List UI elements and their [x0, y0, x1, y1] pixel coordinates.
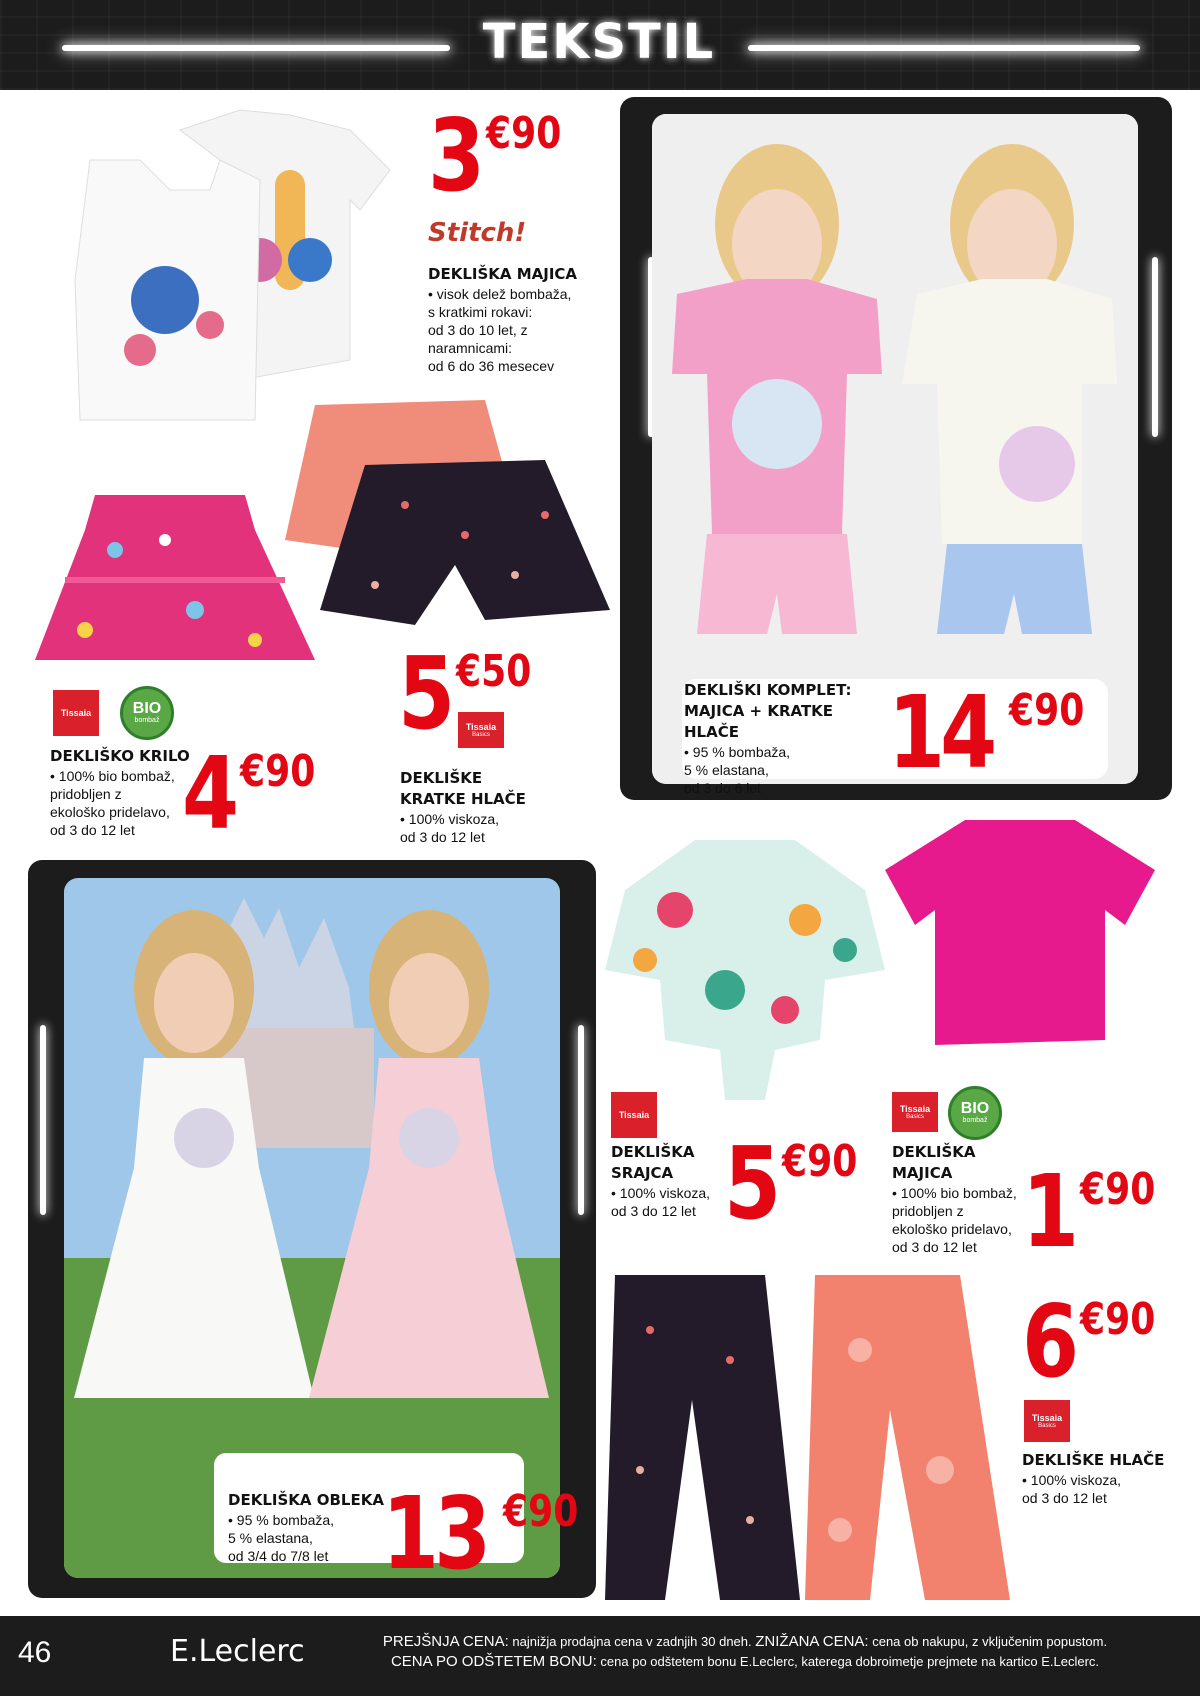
product-desc-2: 5 % elastana, [228, 1530, 313, 1546]
tissaia-basics-logo: Tissaia Basics [892, 1092, 938, 1132]
product-name-2: SRAJCA [611, 1164, 674, 1182]
product-info-srajca [611, 1142, 731, 1220]
product-desc-4: od 3 do 12 let [892, 1239, 977, 1255]
bio-cotton-badge: BIO bombaž [948, 1086, 1002, 1140]
product-desc-2: od 3 do 12 let [400, 829, 485, 845]
price-kratke-hlace: 5 €50 [398, 635, 531, 752]
page-header [0, 0, 1200, 90]
product-desc-4: naramnicami: [428, 340, 513, 356]
product-desc-4: od 3 do 12 let [50, 822, 135, 838]
product-desc-2: s kratkimi rokavi: [428, 304, 533, 320]
product-desc-3: ekološko pridelavo, [50, 804, 170, 820]
product-name-2: KRATKE HLAČE [400, 790, 526, 808]
bio-cotton-badge: BIO bombaž [120, 686, 174, 740]
panel-obleka [28, 860, 596, 1598]
tissaia-logo: Tissaia [53, 690, 99, 736]
legal-text-3: cena po odštetem bonu E.Leclerc, katerega dobroimetje prejmete na kartico E.Leclerc. [596, 1654, 1100, 1669]
product-image-shorts [285, 395, 610, 650]
price-obleka: 13 €90 [382, 1475, 579, 1592]
price-komplet: 14 €90 [888, 674, 1085, 791]
product-info-komplet [684, 680, 884, 797]
neon-line-left [62, 45, 450, 51]
neon-line-vertical [1152, 257, 1158, 437]
price-majica-stitch: 3 €90 [428, 97, 561, 214]
product-desc-1: • 95 % bombaža, [684, 744, 791, 760]
product-image-skirt [25, 490, 325, 670]
legal-label-2: ZNIŽANA CENA: [755, 1633, 869, 1650]
legal-text-2: cena ob nakupu, z vključenim popustom. [868, 1634, 1108, 1649]
product-name-1: DEKLIŠKE [400, 769, 483, 787]
tissaia-basics-logo: Tissaia Basics [458, 712, 504, 748]
page-footer [0, 1616, 1200, 1696]
product-desc-2: pridobljen z [892, 1203, 964, 1219]
product-info-obleka [228, 1490, 408, 1565]
stitch-logo: Stitch! [428, 218, 527, 248]
product-desc-3: ekološko pridelavo, [892, 1221, 1012, 1237]
legal-text-1: najnižja prodajna cena v zadnjih 30 dneh. [508, 1634, 756, 1649]
product-name-2: MAJICA [892, 1164, 953, 1182]
photo-obleka [64, 878, 560, 1578]
product-desc-3: od 3 do 6 let [684, 780, 762, 796]
price-hlace: 6 €90 [1022, 1283, 1155, 1400]
tissaia-logo: Tissaia [611, 1092, 657, 1138]
product-desc-1: • visok delež bombaža, [428, 286, 572, 302]
product-desc-1: • 100% bio bombaž, [892, 1185, 1017, 1201]
product-desc-2: pridobljen z [50, 786, 122, 802]
tissaia-basics-logo: Tissaia Basics [1024, 1400, 1070, 1442]
product-name-1: DEKLIŠKI KOMPLET: [684, 681, 852, 699]
legal-label-3: CENA PO ODŠTETEM BONU: [390, 1653, 597, 1670]
product-image-stitch-shirts [60, 100, 420, 430]
page-title: TEKSTIL [482, 14, 716, 70]
legal-label-1: PREJŠNJA CENA: [382, 1633, 509, 1650]
product-desc-2: od 3 do 12 let [1022, 1490, 1107, 1506]
product-info-majica-bio [892, 1142, 1022, 1256]
product-desc-2: od 3 do 12 let [611, 1203, 696, 1219]
product-desc-1: • 100% viskoza, [400, 811, 500, 827]
price-majica-bio: 1 €90 [1022, 1153, 1155, 1270]
product-name-2: MAJICA + KRATKE HLAČE [684, 702, 834, 741]
product-desc-1: • 95 % bombaža, [228, 1512, 335, 1528]
panel-komplet [620, 97, 1172, 800]
product-image-trousers [600, 1270, 1020, 1605]
product-name: DEKLIŠKE HLAČE [1022, 1451, 1165, 1469]
legal-notice [300, 1632, 1190, 1672]
product-name-1: DEKLIŠKA [611, 1143, 695, 1161]
price-krilo: 4 €90 [182, 735, 315, 852]
product-desc-1: • 100% viskoza, [611, 1185, 711, 1201]
neon-line-right [748, 45, 1140, 51]
product-desc-3: od 3 do 10 let, z [428, 322, 528, 338]
price-srajca: 5 €90 [724, 1125, 857, 1242]
product-desc-3: od 3/4 do 7/8 let [228, 1548, 329, 1564]
product-image-shirt [605, 830, 885, 1120]
product-name: DEKLIŠKA MAJICA [428, 265, 578, 283]
leclerc-logo: E.Leclerc [170, 1634, 305, 1669]
product-desc-1: • 100% viskoza, [1022, 1472, 1122, 1488]
product-info-majica-stitch [428, 264, 588, 375]
product-desc-2: 5 % elastana, [684, 762, 769, 778]
product-name: DEKLIŠKA OBLEKA [228, 1491, 384, 1509]
product-desc-5: od 6 do 36 mesecev [428, 358, 555, 374]
product-info-krilo [50, 746, 200, 839]
neon-line-vertical [578, 1025, 584, 1215]
neon-line-vertical [40, 1025, 46, 1215]
page-number: 46 [18, 1636, 52, 1669]
product-name: DEKLIŠKO KRILO [50, 747, 190, 765]
product-info-kratke-hlace [400, 768, 580, 846]
product-image-pink-tee [880, 815, 1160, 1050]
product-info-hlace [1022, 1450, 1192, 1507]
product-name-1: DEKLIŠKA [892, 1143, 976, 1161]
product-desc-1: • 100% bio bombaž, [50, 768, 175, 784]
